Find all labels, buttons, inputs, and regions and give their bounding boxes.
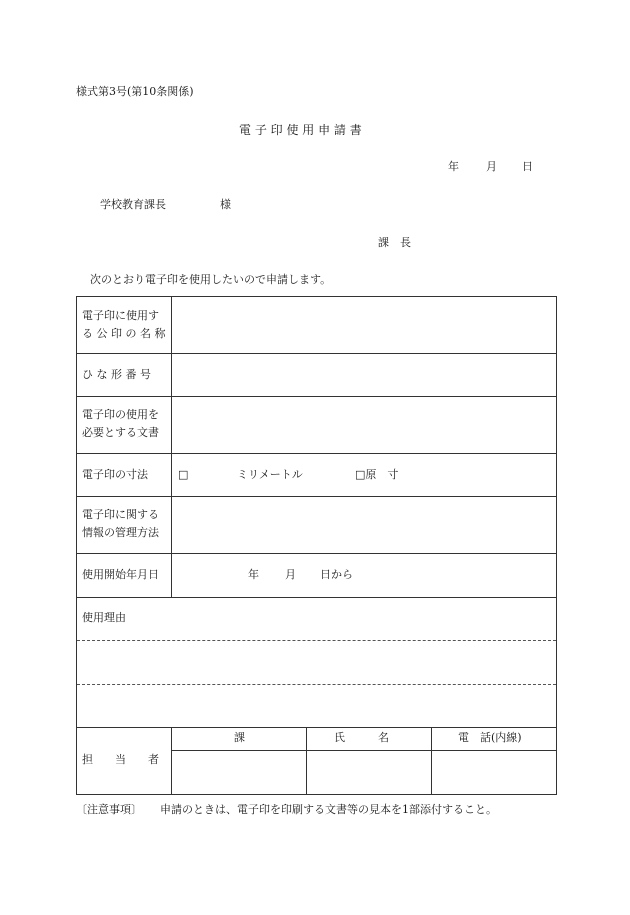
start-date-label: 使用開始年月日 <box>82 568 159 581</box>
contact-header-name: 氏 名 <box>334 731 389 744</box>
size-mm-label: ミリメートル <box>237 468 303 481</box>
note-label: 〔注意事項〕 <box>76 803 142 816</box>
note-text: 申請のときは、電子印を印刷する文書等の見本を1部添付すること。 <box>160 803 497 816</box>
applicant-title: 課 長 <box>378 236 411 249</box>
contact-label: 担 当 者 <box>82 753 159 766</box>
seal-name-label: 電子印に使用す る 公 印 の 名 称 <box>82 309 166 340</box>
form-number: 様式第3号(第10条関係) <box>76 85 194 98</box>
size-original-option[interactable]: □原 寸 <box>355 468 399 481</box>
model-number-label: ひ な 形 番 号 <box>82 368 151 381</box>
contact-header-phone: 電 話(内線) <box>458 731 522 744</box>
reason-label: 使用理由 <box>82 611 126 624</box>
date-year-label: 年 <box>448 160 459 173</box>
contact-header-section: 課 <box>234 731 245 744</box>
size-mm-checkbox[interactable]: □ <box>178 468 189 481</box>
date-month-label: 月 <box>486 160 497 173</box>
addressee-suffix: 様 <box>220 198 231 211</box>
start-date-year: 年 <box>248 568 259 581</box>
intro-text: 次のとおり電子印を使用したいので申請します。 <box>90 273 332 286</box>
management-label: 電子印に関する 情報の管理方法 <box>82 508 159 539</box>
date-day-label: 日 <box>522 160 533 173</box>
document-title: 電 子 印 使 用 申 請 書 <box>239 123 362 137</box>
document-label: 電子印の使用を 必要とする文書 <box>82 408 159 439</box>
start-date-day-from: 日から <box>320 568 353 581</box>
size-label: 電子印の寸法 <box>82 468 148 481</box>
start-date-month: 月 <box>285 568 296 581</box>
addressee: 学校教育課長 <box>100 198 166 211</box>
